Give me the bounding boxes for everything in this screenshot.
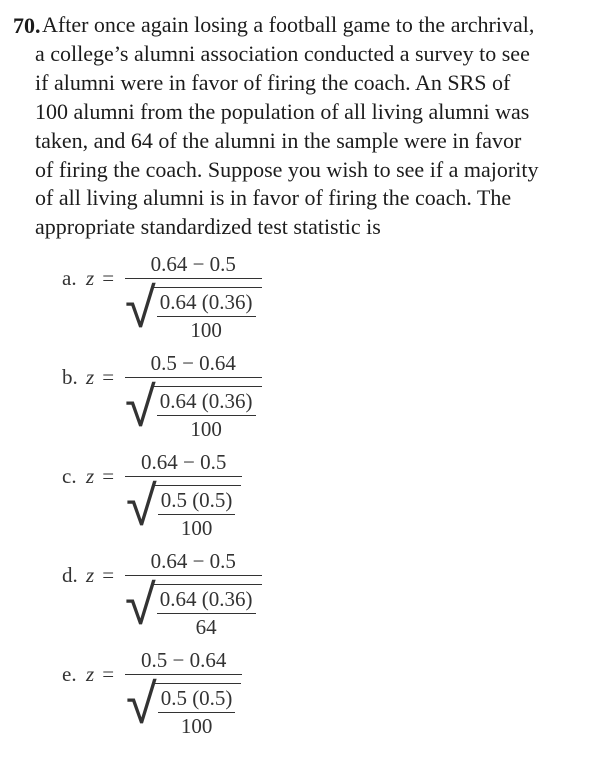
radicand-denominator: 100 bbox=[180, 714, 213, 739]
fraction-numerator: 0.64 − 0.5 bbox=[141, 450, 227, 475]
problem-line: if alumni were in favor of firing the coach. An SRS of bbox=[35, 69, 511, 95]
radical-sign: √ bbox=[125, 474, 157, 540]
radicand bbox=[151, 584, 262, 640]
option-label: c. bbox=[62, 464, 77, 489]
answer-option-d bbox=[62, 548, 604, 640]
fraction-denominator bbox=[125, 573, 261, 640]
problem-line: of firing the coach. Suppose you wish to see if a majority bbox=[35, 156, 539, 182]
radicand-fraction bbox=[157, 389, 256, 442]
radicand bbox=[151, 386, 262, 442]
fraction-denominator bbox=[125, 474, 241, 541]
radical-sign: √ bbox=[125, 573, 156, 639]
radicand-fraction bbox=[157, 587, 256, 640]
fraction-denominator bbox=[125, 276, 261, 343]
z-equals bbox=[86, 463, 114, 489]
radical-sign: √ bbox=[125, 672, 157, 738]
radicand-denominator: 100 bbox=[180, 516, 213, 541]
z-equals bbox=[86, 265, 114, 291]
radicand-numerator: 0.64 (0.36) bbox=[157, 290, 256, 317]
radicand bbox=[151, 287, 262, 343]
radicand-fraction bbox=[157, 290, 256, 343]
problem-block bbox=[0, 0, 604, 242]
square-root bbox=[125, 474, 241, 541]
z-variable: z bbox=[86, 662, 95, 687]
radical-sign: √ bbox=[125, 276, 156, 342]
z-statistic-fraction bbox=[125, 350, 261, 442]
z-equals bbox=[86, 364, 114, 390]
option-label: b. bbox=[62, 365, 78, 390]
z-statistic-fraction bbox=[125, 548, 261, 640]
z-statistic-fraction bbox=[125, 251, 261, 343]
problem-number: 70. bbox=[13, 13, 41, 38]
equals-sign: = bbox=[102, 266, 115, 291]
z-variable: z bbox=[86, 563, 95, 588]
radicand-numerator: 0.64 (0.36) bbox=[157, 587, 256, 614]
radicand-fraction bbox=[158, 686, 236, 739]
z-equals bbox=[86, 661, 114, 687]
problem-line: 100 alumni from the population of all living alumni was bbox=[35, 98, 530, 124]
equals-sign: = bbox=[102, 365, 115, 390]
fraction-denominator bbox=[125, 672, 241, 739]
z-variable: z bbox=[86, 266, 95, 291]
z-variable: z bbox=[86, 365, 95, 390]
answer-option-b bbox=[62, 350, 604, 442]
radicand-fraction bbox=[158, 488, 236, 541]
radicand bbox=[152, 485, 242, 541]
answer-options-list bbox=[62, 251, 604, 739]
problem-line: a college’s alumni association conducted a survey to see bbox=[35, 40, 530, 66]
square-root bbox=[125, 573, 261, 640]
answer-option-c bbox=[62, 449, 604, 541]
radicand-denominator: 100 bbox=[190, 417, 222, 442]
option-label: d. bbox=[62, 563, 78, 588]
square-root bbox=[125, 375, 261, 442]
equals-sign: = bbox=[102, 662, 115, 687]
z-statistic-fraction bbox=[125, 449, 242, 541]
radicand-numerator: 0.5 (0.5) bbox=[158, 686, 236, 713]
fraction-numerator: 0.5 − 0.64 bbox=[141, 648, 227, 673]
z-statistic-fraction bbox=[125, 647, 242, 739]
problem-line: of all living alumni is in favor of firing the coach. The bbox=[35, 185, 512, 211]
answer-option-e bbox=[62, 647, 604, 739]
equals-sign: = bbox=[102, 464, 115, 489]
fraction-numerator: 0.64 − 0.5 bbox=[150, 549, 236, 574]
problem-line: After once again losing a football game to the archrival, bbox=[42, 12, 535, 37]
z-equals bbox=[86, 562, 114, 588]
option-label: e. bbox=[62, 662, 77, 687]
problem-line: taken, and 64 of the alumni in the sample were in favor bbox=[35, 127, 522, 153]
radicand bbox=[152, 683, 242, 739]
z-variable: z bbox=[86, 464, 95, 489]
fraction-numerator: 0.64 − 0.5 bbox=[150, 252, 236, 277]
square-root bbox=[125, 276, 261, 343]
fraction-numerator: 0.5 − 0.64 bbox=[150, 351, 236, 376]
problem-line: appropriate standardized test statistic is bbox=[35, 214, 381, 240]
option-label: a. bbox=[62, 266, 77, 291]
problem-statement bbox=[35, 11, 604, 242]
fraction-denominator bbox=[125, 375, 261, 442]
radicand-denominator: 100 bbox=[190, 318, 222, 343]
answer-option-a bbox=[62, 251, 604, 343]
radicand-numerator: 0.64 (0.36) bbox=[157, 389, 256, 416]
radicand-numerator: 0.5 (0.5) bbox=[158, 488, 236, 515]
equals-sign: = bbox=[102, 563, 115, 588]
radical-sign: √ bbox=[125, 375, 156, 441]
radicand-denominator: 64 bbox=[195, 615, 217, 640]
square-root bbox=[125, 672, 241, 739]
